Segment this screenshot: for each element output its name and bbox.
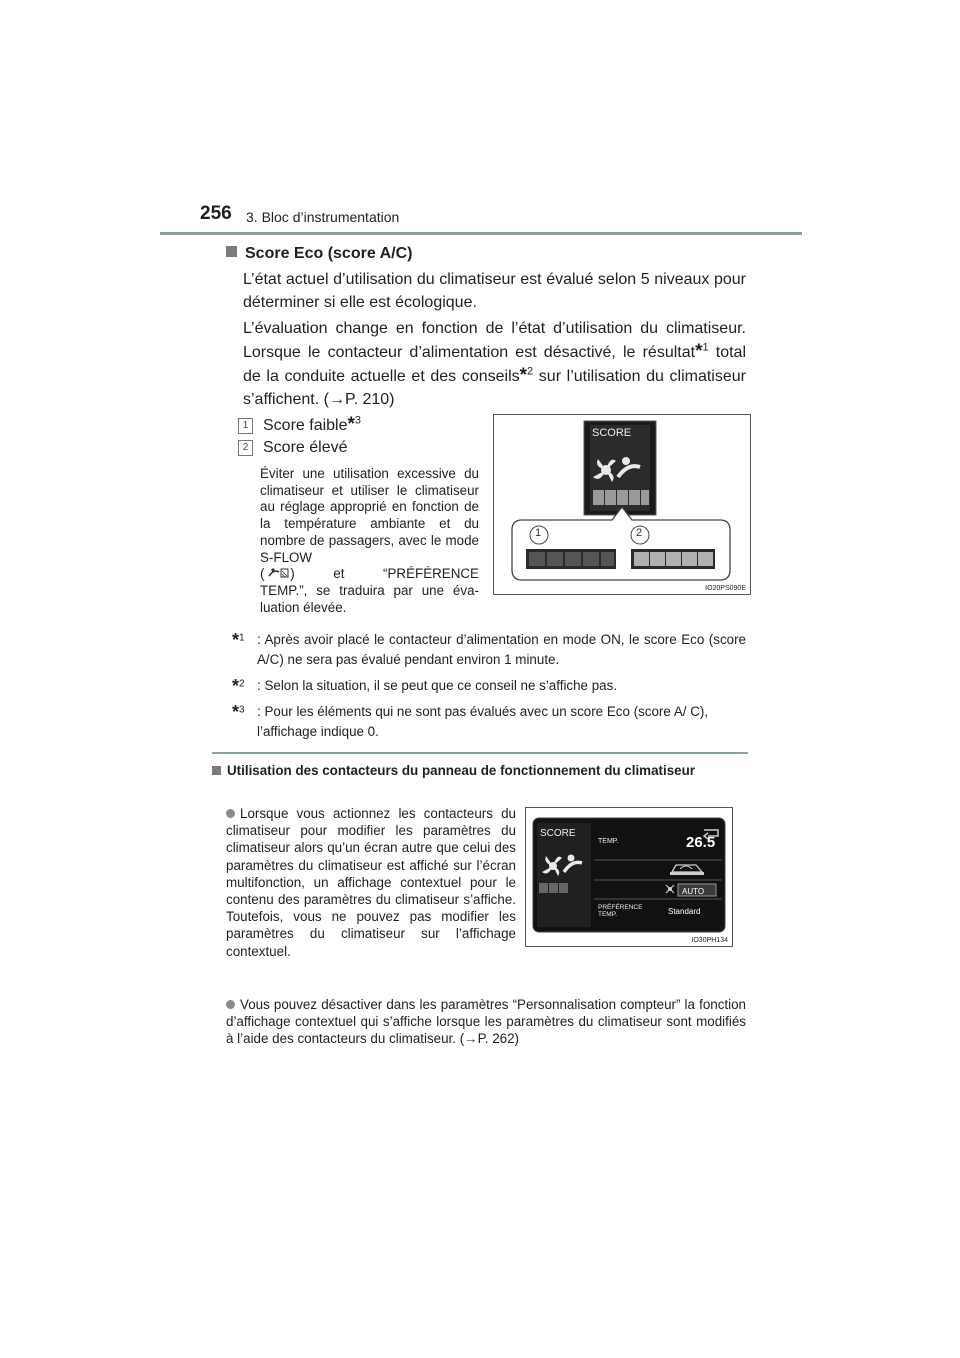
footnote-star-icon: *	[347, 414, 355, 435]
bullet-2-text: Vous pouvez désactiver dans les paramètres “Personnalisation compteur” la fonction d’affichage contextuel qui s’affiche lorsque les paramètres du climatiseur sont modifiés à l’aide des contacteurs du climatiseur. (→P. 262)	[226, 997, 746, 1047]
footnote-star-icon: *	[695, 341, 703, 362]
footnote-num: 2	[239, 678, 245, 690]
item-2-description	[260, 466, 479, 616]
figure-code: IO30PH134	[691, 937, 728, 944]
word-et: et	[333, 566, 345, 582]
s-flow-icon-wrap: ( )	[260, 566, 295, 582]
callout-1: 1	[535, 527, 542, 539]
pref-value: Standard	[668, 907, 701, 916]
pref-label-line2: TEMP.	[598, 911, 618, 918]
chapter-title: 3. Bloc d’instrumentation	[246, 209, 400, 225]
item-score-high	[238, 439, 348, 457]
paragraph-2-part-a: L’évaluation change en fonction de l’état d’utilisation du climatiseur. Lorsque le contacteur d’alimentation est désactivé, le résultat	[243, 320, 746, 361]
auto-label: AUTO	[682, 887, 705, 896]
bullet-1	[226, 805, 516, 960]
footnote-num: 1	[239, 632, 245, 644]
section-divider	[212, 752, 748, 754]
footnote-ref-3: 3	[354, 414, 362, 427]
figure-popup-display	[525, 807, 733, 947]
item-label: Score faible	[263, 417, 348, 434]
footnote-star: *	[232, 702, 240, 722]
temp-value: 26.5	[686, 834, 716, 851]
footnote-ref-2: 2	[527, 365, 534, 378]
footnote-ref-1: 1	[702, 341, 709, 354]
pref-label-line1: PRÉFÉRENCE	[598, 904, 643, 911]
footnote-2	[232, 676, 746, 698]
temp-label: TEMP.	[598, 838, 619, 845]
word-preference: “PRÉFÉRENCE	[383, 566, 479, 582]
item-2-desc-text: Éviter une utilisation excessive du climatiseur et utiliser le climatiseur au réglage approprié en fonction de la température ambiante et du nombre de passagers, avec le mode S-FLOW	[260, 466, 479, 565]
item-number-box: 1	[238, 418, 253, 434]
footnote-text: : Après avoir placé le contacteur d’alimentation en mode ON, le score Eco (score A/C) ne sera pas évalué pendant environ 1 minute.	[257, 632, 746, 667]
paragraph-2-part-c: sur l’utilisation du climatiseur s’affichent. (→P. 210)	[243, 368, 746, 408]
section-title: Score Eco (score A/C)	[245, 245, 413, 262]
paren-close: )	[290, 566, 295, 582]
bullet-2	[226, 996, 746, 1048]
paragraph-2	[243, 317, 746, 411]
square-bullet-icon	[226, 246, 237, 257]
section-heading-contacteurs	[212, 762, 748, 779]
s-flow-icon	[268, 567, 290, 579]
screen-score-label: SCORE	[592, 427, 632, 439]
pref-label	[598, 904, 642, 918]
item-score-low	[238, 414, 361, 436]
footnote-star-icon: *	[519, 365, 528, 386]
item-number-box: 2	[238, 440, 253, 456]
item-2-desc-line	[260, 566, 479, 583]
callout-2: 2	[636, 527, 643, 539]
paragraph-1: L’état actuel d’utilisation du climatiseur est évalué selon 5 niveaux pour déterminer si elle est écologique.	[243, 271, 746, 311]
figure-code: IO20PS090E	[705, 585, 746, 592]
page-number: 256	[200, 203, 232, 224]
footnote-star: *	[232, 676, 240, 696]
footnote-num: 3	[239, 704, 245, 716]
square-bullet-icon	[212, 766, 221, 775]
header-rule	[160, 232, 802, 235]
figure-eco-score	[493, 414, 751, 595]
item-label: Score élevé	[263, 439, 348, 456]
section-2-title: Utilisation des contacteurs du panneau de fonctionnement du climatiseur	[227, 763, 695, 778]
footnote-text: : Pour les éléments qui ne sont pas évalués avec un score Eco (score A/ C), l’affichage indique 0.	[257, 704, 709, 739]
item-2-desc-end: TEMP.”, se traduira par une évaluation élevée.	[260, 582, 479, 615]
footnote-star: *	[232, 630, 240, 650]
paragraph-2-part-b: total de la conduite actuelle et des conseils	[243, 344, 746, 385]
bullet-dot-icon	[226, 1000, 235, 1009]
section-heading-score-eco	[226, 245, 412, 263]
score-label: SCORE	[540, 828, 576, 839]
footnote-text: : Selon la situation, il se peut que ce conseil ne s’affiche pas.	[257, 678, 618, 693]
bullet-dot-icon	[226, 809, 235, 818]
eco-score-illustration	[494, 415, 750, 594]
footnote-1	[232, 630, 746, 670]
bullet-1-text: Lorsque vous actionnez les contacteurs du climatiseur pour modifier les paramètres du climatiseur alors qu’un écran autre que celui des paramètres du climatiseur est affiché sur l’écran multifonction, un affichage contextuel pour le contenu des paramètres du climatiseur s’affiche. Toutefois, vous ne pouvez pas modifier les paramètres du climatiseur sur l’affichage contextuel.	[226, 806, 516, 959]
footnote-3	[232, 702, 746, 742]
